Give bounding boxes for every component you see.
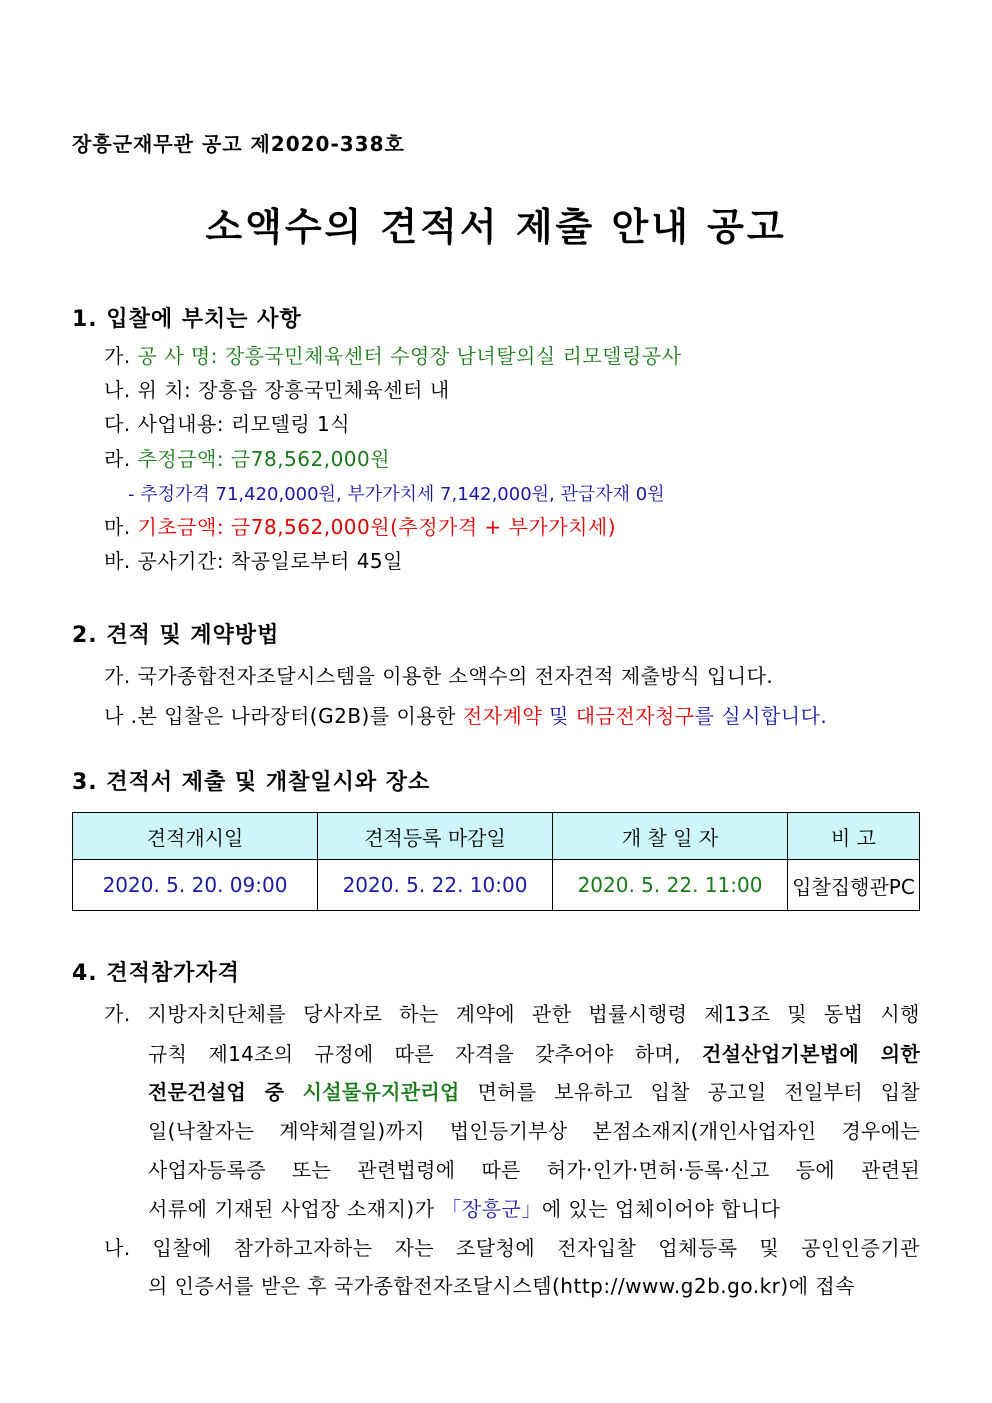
ga-line2-text: 규칙 제14조의 규정에 따른 자격을 갖추어야 하며, [148,1042,702,1066]
e-contract-text: 전자계약 [462,704,543,728]
item-prefix: 라. [104,447,138,471]
base-amount: 기초금액: 금78,562,000원(추정가격 + 부가가치세) [137,515,617,539]
item-prefix: 가. [104,344,138,368]
section1-heading: 1. 입찰에 부치는 사항 [72,307,302,332]
item-location: 나. 위 치: 장흥읍 장흥국민체육센터 내 [104,378,450,402]
header-opening-date: 개 찰 일 자 [553,813,788,860]
ga-line6-text: 서류에 기재된 사업장 소재지)가 [148,1197,442,1221]
ga-line3-text: 면허를 보유하고 입찰 공고일 전일부터 입찰 [459,1080,920,1104]
opening-date: 2020. 5. 22. 11:00 [553,860,788,911]
item-g2b-contract [104,700,827,729]
start-date: 2020. 5. 20. 09:00 [73,860,318,911]
item-construction-name [104,340,681,369]
schedule-row [73,860,920,911]
qualification-na-line1: 나. 입찰에 참가하고자하는 자는 조달청에 전자입찰 업체등록 및 공인인증기관 [104,1236,920,1260]
item-prefix: 마. [104,515,138,539]
qualification-ga-line5: 사업자등록증 또는 관련법령에 따른 허가·인가·면허·등록·신고 등에 관련된 [148,1158,920,1182]
facility-maintenance-text: 시설물유지관리업 [302,1080,460,1104]
and-text: 및 [542,704,576,728]
remarks: 입찰집행관PC [788,860,920,911]
jangheung-county-text: 「장흥군」 [441,1197,542,1221]
specialty-construction-text: 전문건설업 중 [148,1080,303,1104]
item-business-content: 다. 사업내용: 리모델링 1식 [104,412,351,436]
qualification-na-line2: 의 인증서를 받은 후 국가종합전자조달시스템(http://www.g2b.go.kr)에 접속 [148,1274,856,1298]
estimated-amount: 추정금액: 금78,562,000원 [137,447,391,471]
deadline-date: 2020. 5. 22. 10:00 [318,860,553,911]
header-remarks: 비 고 [788,813,920,860]
schedule-header-row [73,813,920,860]
e-billing-text: 대금전자청구 [575,704,695,728]
qualification-ga-line2 [148,1038,920,1067]
qualification-ga-line1: 가. 지방자치단체를 당사자로 하는 계약에 관한 법률시행령 제13조 및 동법 시행 [104,1002,920,1026]
header-deadline: 견적등록 마감일 [318,813,553,860]
page-title: 소액수의 견적서 제출 안내 공고 [205,205,787,249]
item-base-amount [104,511,616,540]
notice-number: 장흥군재무관 공고 제2020-338호 [72,132,405,156]
qualification-ga-line3 [148,1076,920,1105]
header-start-date: 견적개시일 [73,813,318,860]
construction-act-text: 건설산업기본법에 의한 [701,1042,921,1066]
item-e-estimate: 가. 국가종합전자조달시스템을 이용한 소액수의 전자견적 제출방식 입니다. [104,664,774,688]
ga-line6-end-text: 에 있는 업체이어야 합니다 [541,1197,781,1221]
section3-heading: 3. 견적서 제출 및 개찰일시와 장소 [72,770,431,795]
qualification-ga-line6 [148,1193,780,1222]
section2-heading: 2. 견적 및 계약방법 [72,623,280,648]
schedule-table [72,812,920,911]
item-construction-period: 바. 공사기간: 착공일로부터 45일 [104,549,403,573]
implement-text: 를 실시합니다. [694,704,828,728]
item-estimated-amount [104,443,390,472]
section4-heading: 4. 견적참가자격 [72,961,240,986]
construction-name: 공 사 명: 장흥국민체육센터 수영장 남녀탈의실 리모델링공사 [137,344,682,368]
estimated-amount-breakdown: - 추정가격 71,420,000원, 부가가치세 7,142,000원, 관급자재 0원 [128,484,665,505]
g2b-text: 나 .본 입찰은 나라장터(G2B)를 이용한 [104,704,463,728]
qualification-ga-line4: 일(낙찰자는 계약체결일)까지 법인등기부상 본점소재지(개인사업자인 경우에는 [148,1119,920,1143]
